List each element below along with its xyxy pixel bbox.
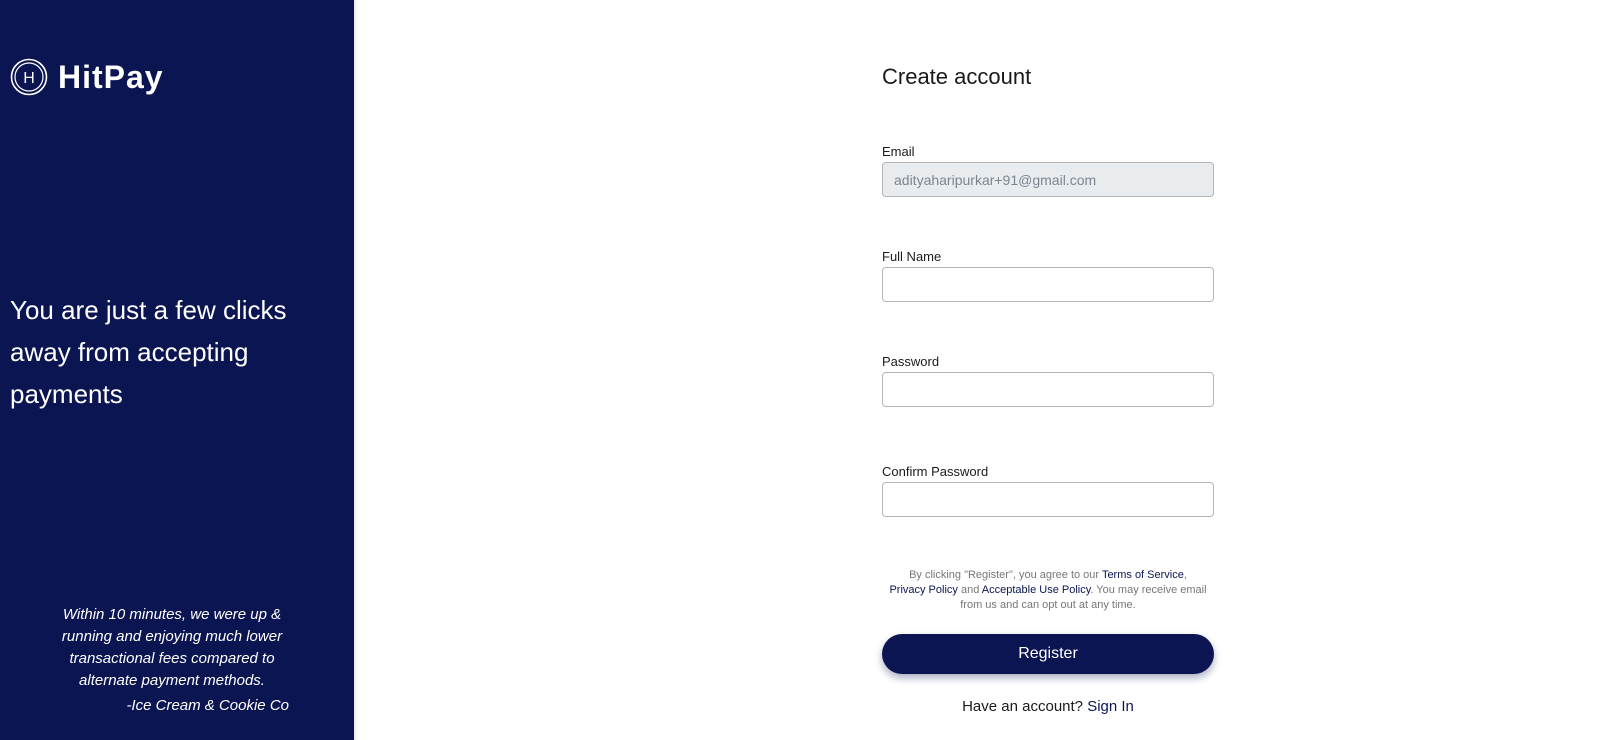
testimonial-author: -Ice Cream & Cookie Co [126,697,289,714]
terms-of-service-link[interactable]: Terms of Service [1101,569,1184,581]
brand-logo[interactable] [10,58,164,96]
confirm-password-field[interactable] [882,482,1214,517]
panel-divider [354,0,358,740]
brand-name: HitPay [58,58,164,95]
sidebar [0,0,354,740]
legal-comma: , [1183,569,1187,581]
email-field[interactable] [882,162,1214,197]
sign-in-link[interactable]: Sign In [1087,698,1134,715]
page-title: Create account [882,64,1032,89]
privacy-policy-link[interactable]: Privacy Policy [889,584,958,596]
logo-letter: H [23,70,35,87]
acceptable-use-policy-link[interactable]: Acceptable Use Policy [981,584,1091,596]
register-button[interactable]: Register [882,634,1214,674]
legal-suffix: . You may receive email from us and can opt out at any time. [960,584,1207,611]
full-name-label: Full Name [882,249,942,264]
full-name-field[interactable] [882,267,1214,302]
legal-notice [882,568,1214,613]
legal-prefix: By clicking "Register", you agree to our [909,569,1102,581]
confirm-password-label: Confirm Password [882,464,989,479]
create-account-form [882,0,1214,740]
legal-and: and [957,584,982,596]
email-label: Email [882,144,915,159]
testimonial-quote: Within 10 minutes, we were up & running and enjoying much lower transactional fees compared to alternate payment methods. [61,606,283,689]
password-field[interactable] [882,372,1214,407]
sidebar-tagline: You are just a few clicks away from accepting payments [10,295,287,409]
signin-row [882,698,1214,715]
password-label: Password [882,354,940,369]
signin-prompt: Have an account? [962,698,1088,715]
hitpay-logo-icon [10,58,48,96]
